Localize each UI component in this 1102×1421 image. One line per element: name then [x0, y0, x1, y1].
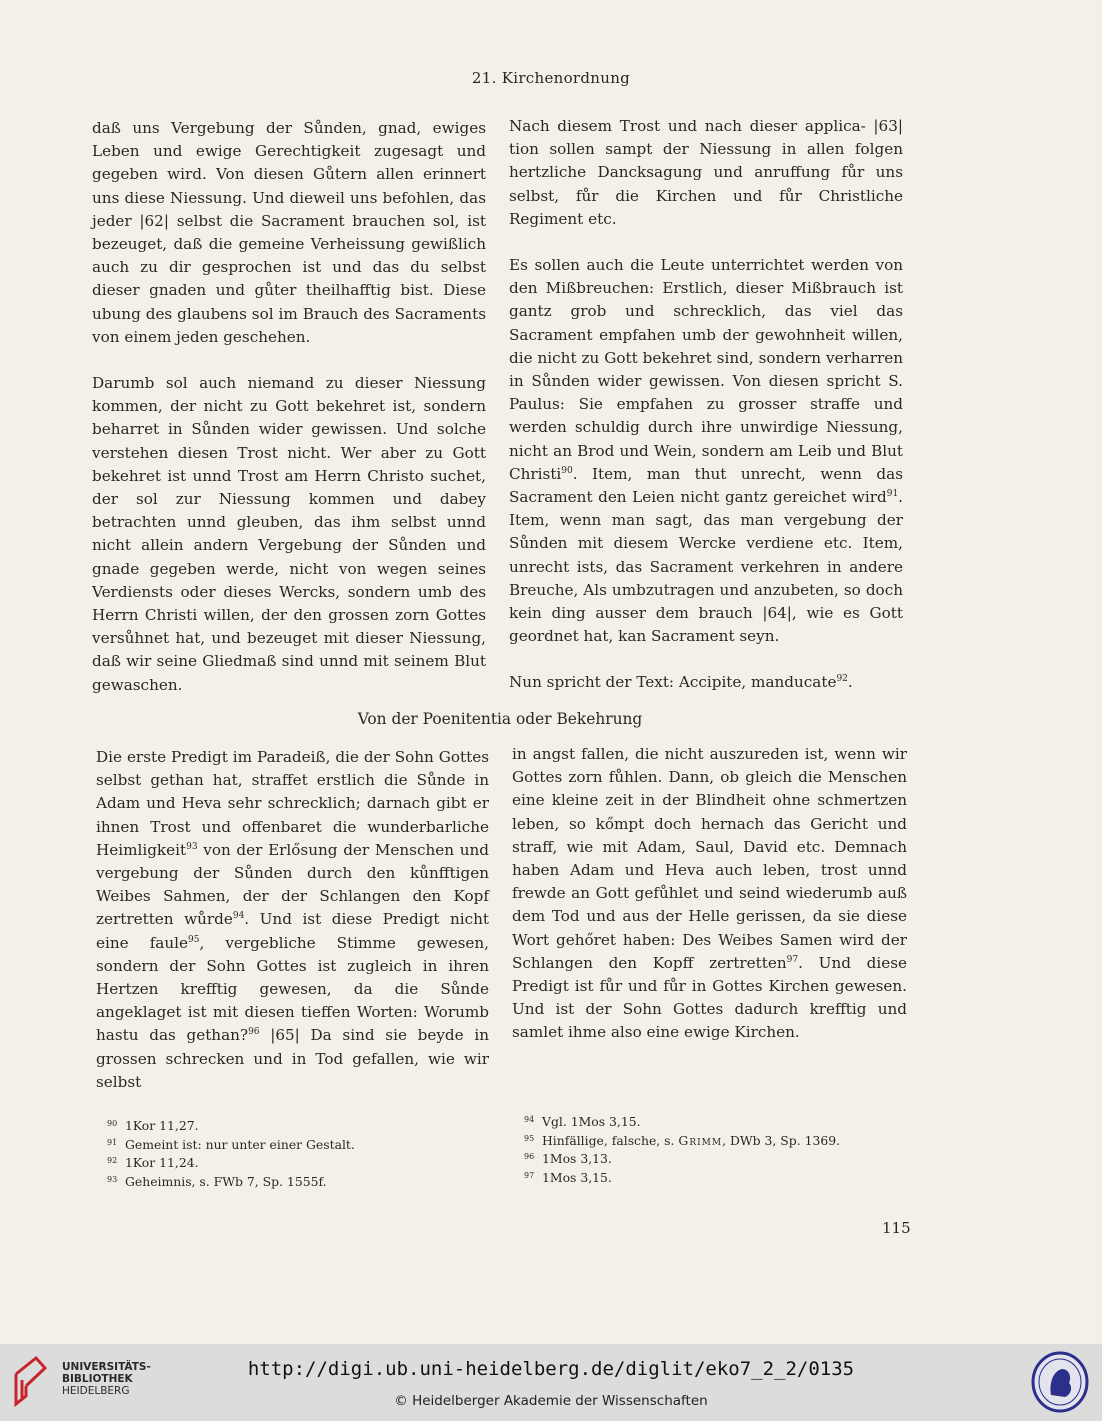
footnote-text: Geheimnis, s. FWb 7, Sp. 1555f.	[125, 1173, 327, 1189]
footnote-number: 90	[107, 1119, 118, 1128]
library-name-line: HEIDELBERG	[62, 1385, 130, 1397]
academy-seal-icon	[1031, 1351, 1089, 1413]
paragraph	[509, 254, 903, 648]
footer-bar	[0, 1344, 1102, 1421]
footnote	[107, 1136, 355, 1155]
footnote	[107, 1173, 355, 1192]
text-run: . Item, wenn man sagt, das man vergebung der Sůnden mit diesem Wercke verdiene etc. Item, unrecht ists, das Sacrament verkehren in andere Breuche, Als umbzutragen und anzubeten, so doch kein ding ausser dem brauch |64|, wie es Gott geordnet hat, kan Sacrament seyn.	[509, 488, 903, 646]
footnote-text: 1Mos 3,15.	[542, 1169, 612, 1185]
footnote-text: 1Kor 11,24.	[125, 1155, 199, 1170]
footnote-ref[interactable]: 93	[186, 841, 198, 852]
footnote-ref[interactable]: 94	[232, 911, 245, 922]
library-name-line: BIBLIOTHEK	[62, 1373, 133, 1385]
footnote	[107, 1154, 355, 1173]
footnote	[524, 1132, 840, 1151]
text-run: , vergebliche Stimme gewesen, sondern der Sohn Gottes ist zugleich in ihren Hertzen krefftig gewesen, da die Sůnde angeklaget ist mit diesen tieffen Worten: Worumb hastu das gethan?	[96, 933, 489, 1045]
text-run: . Item, man thut unrecht, wenn das Sacrament den Leien nicht gantz gereichet wird	[509, 464, 903, 507]
footnote	[107, 1117, 355, 1136]
footnote-number: 96	[524, 1152, 535, 1161]
footnote-text: Hinfällige, falsche, s.	[542, 1132, 679, 1148]
text-run: Die erste Predigt im Paradeiß, die der Sohn Gottes selbst gethan hat, straffet erstlich die Sůnde in Adam und Heva sehr schrecklich; darnach gibt er ihnen Trost und offenbaret die wunderbarliche Heimligkeit	[96, 748, 489, 859]
footnote-ref[interactable]: 92	[836, 674, 848, 685]
permalink-url[interactable]: http://digi.ub.uni-heidelberg.de/diglit/eko7_2_2/0135	[247, 1358, 855, 1380]
footnote-number: 97	[524, 1170, 535, 1180]
footnote-number: 95	[524, 1133, 535, 1143]
footnote	[524, 1150, 840, 1169]
footnote	[524, 1169, 840, 1188]
footnote-ref[interactable]: 90	[561, 465, 573, 476]
paragraph: Darumb sol auch niemand zu dieser Niessung kommen, der nicht zu Gott bekehret ist, sondern beharret in Sůnden wider gewissen. Und solche verstehen diesen Trost nicht. Wer aber zu Gott bekehret ist unnd Trost am Herrn Christo suchet, der sol zur Niessung kommen und dabey betrachten unnd gleuben, das ihm selbst unnd nicht allein andern Vergebung der Sůnden und gnade gegeben werde, nicht von wegen seines Verdiensts oder dieses Wercks, sondern umb des Herrn Christi willen, der den grossen zorn Gottes versůhnet hat, und bezeuget mit dieser Niessung, daß wir seine Gliedmaß sind unnd mit seinem Blut gewaschen.	[92, 374, 486, 694]
section-heading: Von der Poenitentia oder Bekehrung	[357, 710, 643, 728]
footnote-number: 92	[107, 1156, 118, 1165]
library-name-line: UNIVERSITÄTS-	[62, 1361, 151, 1373]
footnote-text: 1Mos 3,13.	[542, 1151, 612, 1166]
footnote-text: , DWb 3, Sp. 1369.	[722, 1132, 841, 1148]
column-1	[92, 117, 486, 697]
footnote-number: 93	[107, 1174, 118, 1184]
footnotes-right	[524, 1113, 840, 1187]
author-name: Grimm	[678, 1132, 723, 1148]
paragraph: daß uns Vergebung der Sůnden, gnad, ewiges Leben und ewige Gerechtigkeit zugesagt und gegeben wird. Von diesen Gůtern allen erinnert uns diese Niessung. Und dieweil uns befohlen, das jeder |62| selbst die Sacrament brauchen sol, ist bezeuget, daß die gemeine Verheissung gewißlich auch zu dir gesprochen ist und das du selbst dieser gnaden und gůter theilhafftig bist. Diese ubung des glaubens sol im Brauch des Sacraments von einem jeden geschehen.	[92, 119, 486, 346]
footnote-text: Gemeint ist: nur unter einer Gestalt.	[125, 1136, 355, 1152]
paragraph	[96, 746, 489, 1094]
paragraph	[512, 743, 907, 1045]
text-run: Nun spricht der Text: Accipite, manducate	[509, 673, 837, 692]
text-run: von der Erlősung der Menschen und vergebung der Sůnden durch den kůnfftigen Weibes Sahmen, der der Schlangen den Kopf zertretten wůrde	[96, 840, 489, 929]
paragraph	[509, 671, 903, 694]
footnote-ref[interactable]: 97	[786, 954, 799, 965]
text-run: in angst fallen, die nicht auszureden ist, wenn wir Gottes zorn fůhlen. Dann, ob gleich die Menschen eine kleine zeit in der Blindheit ohne schmertzen leben, so kőmpt doch hernach das Gericht und straff, wie mit Adam, Saul, David etc. Demnach haben Adam und Heva auch leben, trost unnd frewde an Gott gefůhlet und seind wiederumb auß dem Tod und aus der Helle gerissen, da sie diese Wort gehőret haben: Des Weibes Samen wird der Schlangen den Kopff zertretten	[512, 745, 907, 972]
footnote-number: 94	[524, 1115, 535, 1124]
footnote-ref[interactable]: 96	[248, 1027, 260, 1038]
text-run: . Und ist diese Predigt nicht eine faule	[96, 910, 489, 952]
text-run: . Und diese Predigt ist fůr und fůr in Gottes Kirchen gewesen. Und ist der Sohn Gottes dadurch krefftig und samlet ihme also eine ewige Kirchen.	[512, 953, 907, 1042]
footnote-text: 1Kor 11,27.	[125, 1118, 199, 1133]
column-4	[512, 743, 907, 1045]
column-3	[96, 746, 489, 1094]
text-run: |65| Da sind sie beyde in grossen schrecken und in Tod gefallen, wie wir selbst	[96, 1026, 489, 1091]
column-2	[509, 115, 903, 695]
paragraph: Nach diesem Trost und nach dieser applica- |63| tion sollen sampt der Niessung in allen folgen hertzliche Dancksagung und anruffung fůr uns selbst, fůr die Kirchen und fůr Christliche Regiment etc.	[509, 117, 903, 228]
text-run: Es sollen auch die Leute unterrichtet werden von den Mißbreuchen: Erstlich, dieser Mißbrauch ist gantz grob und schrecklich, das viel das Sacrament empfahen umb der gewohnheit willen, die nicht zu Gott bekehret sind, sondern verharren in Sůnden wider gewissen. Von diesen spricht S. Paulus: Sie empfahen zu grosser straffe und werden schuldig durch ihre unwirdige Niessung, nicht an Brod und Wein, sondern am Leib und Blut Christi	[509, 256, 903, 483]
page-number: 115	[882, 1219, 911, 1237]
copyright-notice: © Heidelberger Akademie der Wissenschaften	[394, 1393, 708, 1409]
running-head: 21. Kirchenordnung	[471, 69, 631, 87]
footnotes-left	[107, 1117, 355, 1191]
footnote-ref[interactable]: 95	[188, 934, 200, 945]
text-run: .	[847, 673, 853, 692]
footnote-ref[interactable]: 91	[886, 488, 899, 499]
footnote-text: Vgl. 1Mos 3,15.	[542, 1114, 641, 1129]
footnote-number: 91	[107, 1137, 118, 1147]
footnote	[524, 1113, 840, 1132]
